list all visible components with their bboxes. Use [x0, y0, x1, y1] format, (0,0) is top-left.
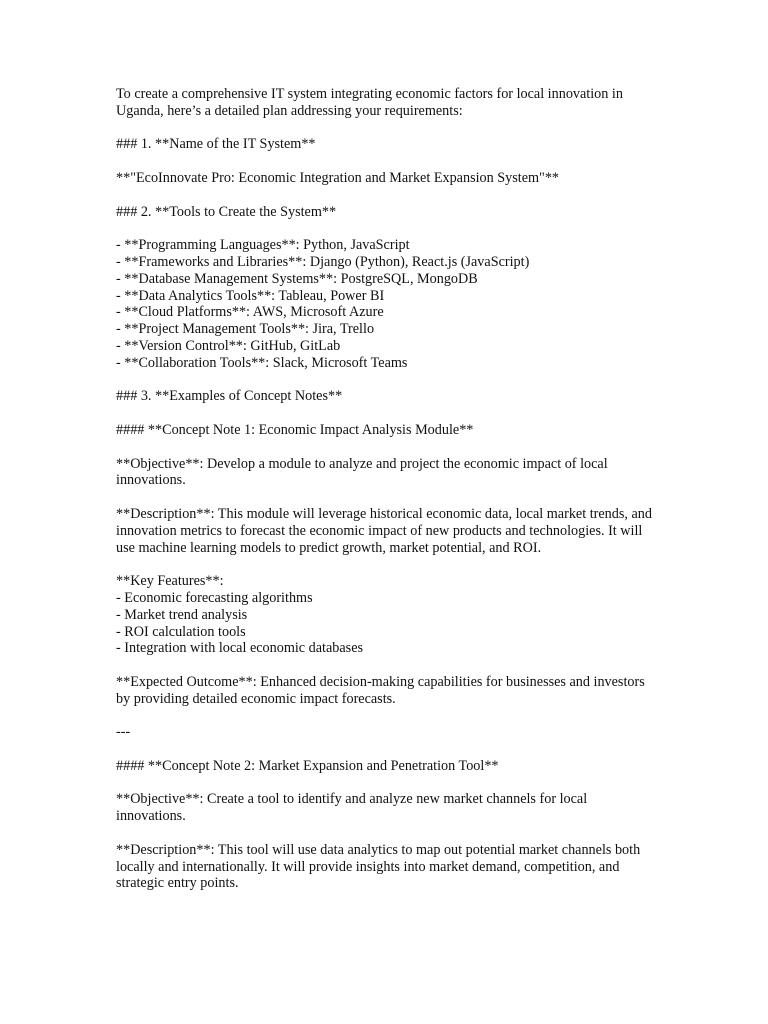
tools-list: [116, 237, 656, 371]
intro-paragraph: To create a comprehensive IT system integrating economic factors for local innovation in Uganda, here’s a detailed plan addressing your requirements:: [116, 86, 627, 119]
concept-note-1-features: [116, 573, 656, 657]
concept-note-1-description: **Description**: This module will leverage historical economic data, local market trends, and innovation metrics to forecast the economic impact of new products and technologies. It will use machine learning models to predict growth, market potential, and ROI.: [116, 505, 656, 556]
tools-list-item: - **Frameworks and Libraries**: Django (Python), React.js (JavaScript): [116, 253, 530, 270]
feature-list-item: - ROI calculation tools: [116, 623, 246, 640]
concept-note-1-heading: #### **Concept Note 1: Economic Impact Analysis Module**: [116, 421, 474, 438]
concept-note-2-objective: **Objective**: Create a tool to identify and analyze new market channels for local innovations.: [116, 791, 591, 825]
tools-list-item: - **Programming Languages**: Python, JavaScript: [116, 237, 410, 254]
system-name: **"EcoInnovate Pro: Economic Integration and Market Expansion System"**: [116, 169, 560, 186]
section-2-heading: ### 2. **Tools to Create the System**: [116, 203, 337, 220]
document-page: [116, 86, 656, 909]
concept-note-1-objective: **Objective**: Develop a module to analyze and project the economic impact of local innovations.: [116, 455, 612, 489]
tools-list-item: - **Version Control**: GitHub, GitLab: [116, 337, 341, 354]
section-1-heading: ### 1. **Name of the IT System**: [116, 136, 316, 153]
tools-list-item: - **Cloud Platforms**: AWS, Microsoft Azure: [116, 304, 384, 321]
feature-list-item: - Economic forecasting algorithms: [116, 589, 313, 606]
section-separator: ---: [116, 724, 131, 741]
concept-note-2-description: **Description**: This tool will use data analytics to map out potential market channels both locally and internationally. It will provide insights into market demand, competition, and strategic entry points.: [116, 841, 644, 892]
tools-list-item: - **Collaboration Tools**: Slack, Microsoft Teams: [116, 354, 408, 371]
feature-list-item: - Market trend analysis: [116, 606, 248, 623]
tools-list-item: - **Data Analytics Tools**: Tableau, Power BI: [116, 287, 385, 304]
tools-list-item: - **Project Management Tools**: Jira, Trello: [116, 321, 375, 338]
tools-list-item: - **Database Management Systems**: PostgreSQL, MongoDB: [116, 270, 478, 287]
features-heading: **Key Features**:: [116, 573, 224, 590]
concept-note-2-heading: #### **Concept Note 2: Market Expansion and Penetration Tool**: [116, 757, 499, 774]
concept-note-1-outcome: **Expected Outcome**: Enhanced decision-making capabilities for businesses and investors by providing detailed economic impact forecasts.: [116, 673, 649, 707]
feature-list-item: - Integration with local economic databases: [116, 640, 364, 657]
section-3-heading: ### 3. **Examples of Concept Notes**: [116, 388, 343, 405]
